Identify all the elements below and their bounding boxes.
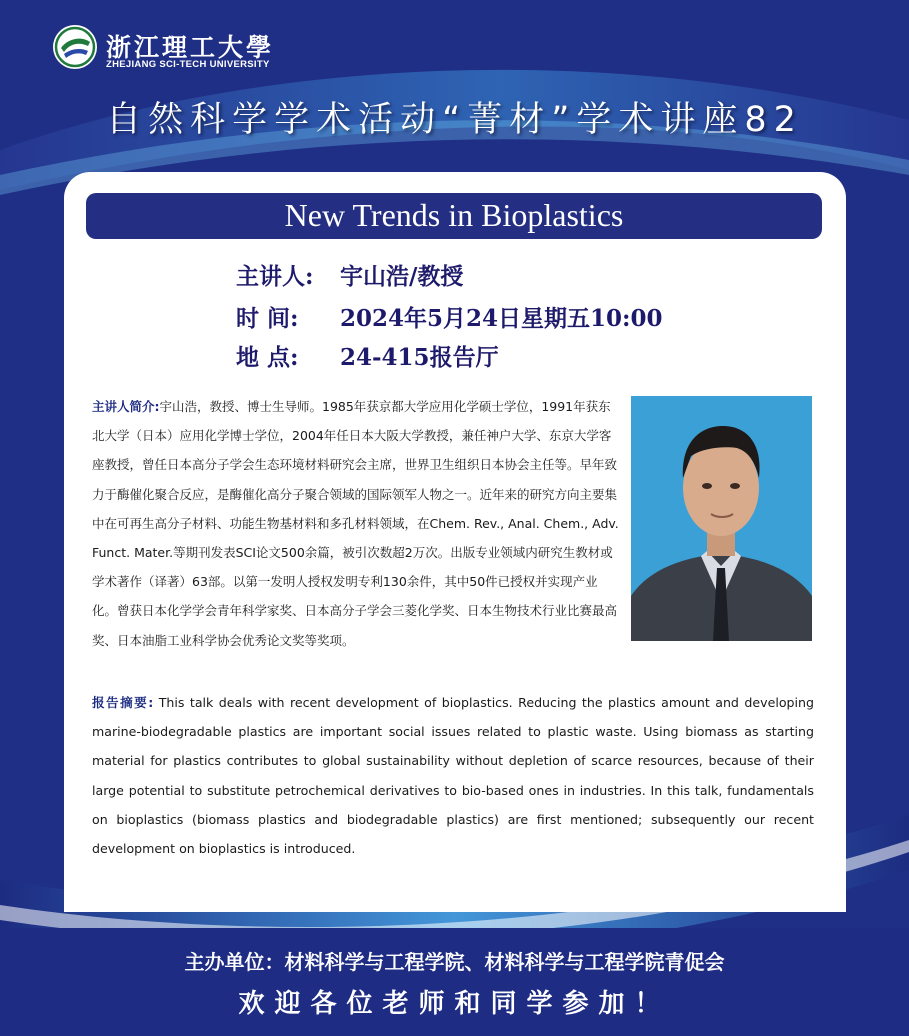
university-logo <box>52 24 98 70</box>
organizer: 主办单位：材料科学与工程学院、材料科学与工程学院青促会 <box>184 950 725 974</box>
speaker-photo <box>631 396 812 641</box>
bio-label: 主讲人简介: <box>92 399 160 414</box>
place-row <box>236 339 499 372</box>
time-label: 时 间: <box>236 305 299 332</box>
speaker-value: 宇山浩/教授 <box>340 263 464 290</box>
abstract-text: This talk deals with recent development of bioplastics. Reducing the plastics amount and developing marine-biodegradable plastics are important social issues related to plastic waste. Using biomass as starting material for plastics contributes to global sustainability without depletion of scarce resources, because of their large potential to substitute petrochemical derivatives to bio-based ones in industries. In this talk, fundamentals on bioplastics (biomass plastics and biodegradable plastics) are first mentioned; subsequently our recent development on bioplastics is introduced. <box>92 695 814 857</box>
time-row <box>236 300 663 333</box>
speaker-bio <box>92 392 620 655</box>
welcome-message: 欢迎各位老师和同学参加！ <box>238 989 671 1019</box>
talk-title: New Trends in Bioplastics <box>86 193 822 239</box>
speaker-row <box>236 258 463 291</box>
university-name-en: ZHEJIANG SCI-TECH UNIVERSITY <box>106 59 270 70</box>
series-title: 自然科学学术活动“菁材”学术讲座82 <box>106 100 803 140</box>
university-name-cn: 浙江理工大學 <box>106 33 275 62</box>
talk-abstract <box>92 688 814 863</box>
bio-text: 宇山浩，教授、博士生导师。1985年获京都大学应用化学硕士学位，1991年获东北大学（日本）应用化学博士学位，2004年任日本大阪大学教授，兼任神户大学、东京大学客座教授，曾任日本高分子学会生态环境材料研究会主席，世界卫生组织日本协会主任等。早年致力于酶催化聚合反应，是酶催化高分子聚合领域的国际领军人物之一。近年来的研究方向主要集中在可再生高分子材料、功能生物基材料和多孔材料领域，在Chem. Rev., Anal. Chem., Adv. Funct. Mater.等期刊发表SCI论文500余篇，被引次数超2万次。出版专业领域内研究生教材或学术著作（译著）63部。以第一发明人授权发明专利130余件，其中50件已授权并实现产业化。曾获日本化学学会青年科学家奖、日本高分子学会三菱化学奖、日本生物技术行业比赛最高奖、日本油脂工业科学协会优秀论文奖等奖项。 <box>92 399 619 648</box>
place-label: 地 点: <box>236 344 299 371</box>
abstract-label: 报告摘要: <box>92 695 154 710</box>
place-value: 24-415报告厅 <box>340 344 499 371</box>
speaker-label: 主讲人: <box>236 263 314 290</box>
time-value: 2024年5月24日星期五10:00 <box>340 305 663 332</box>
